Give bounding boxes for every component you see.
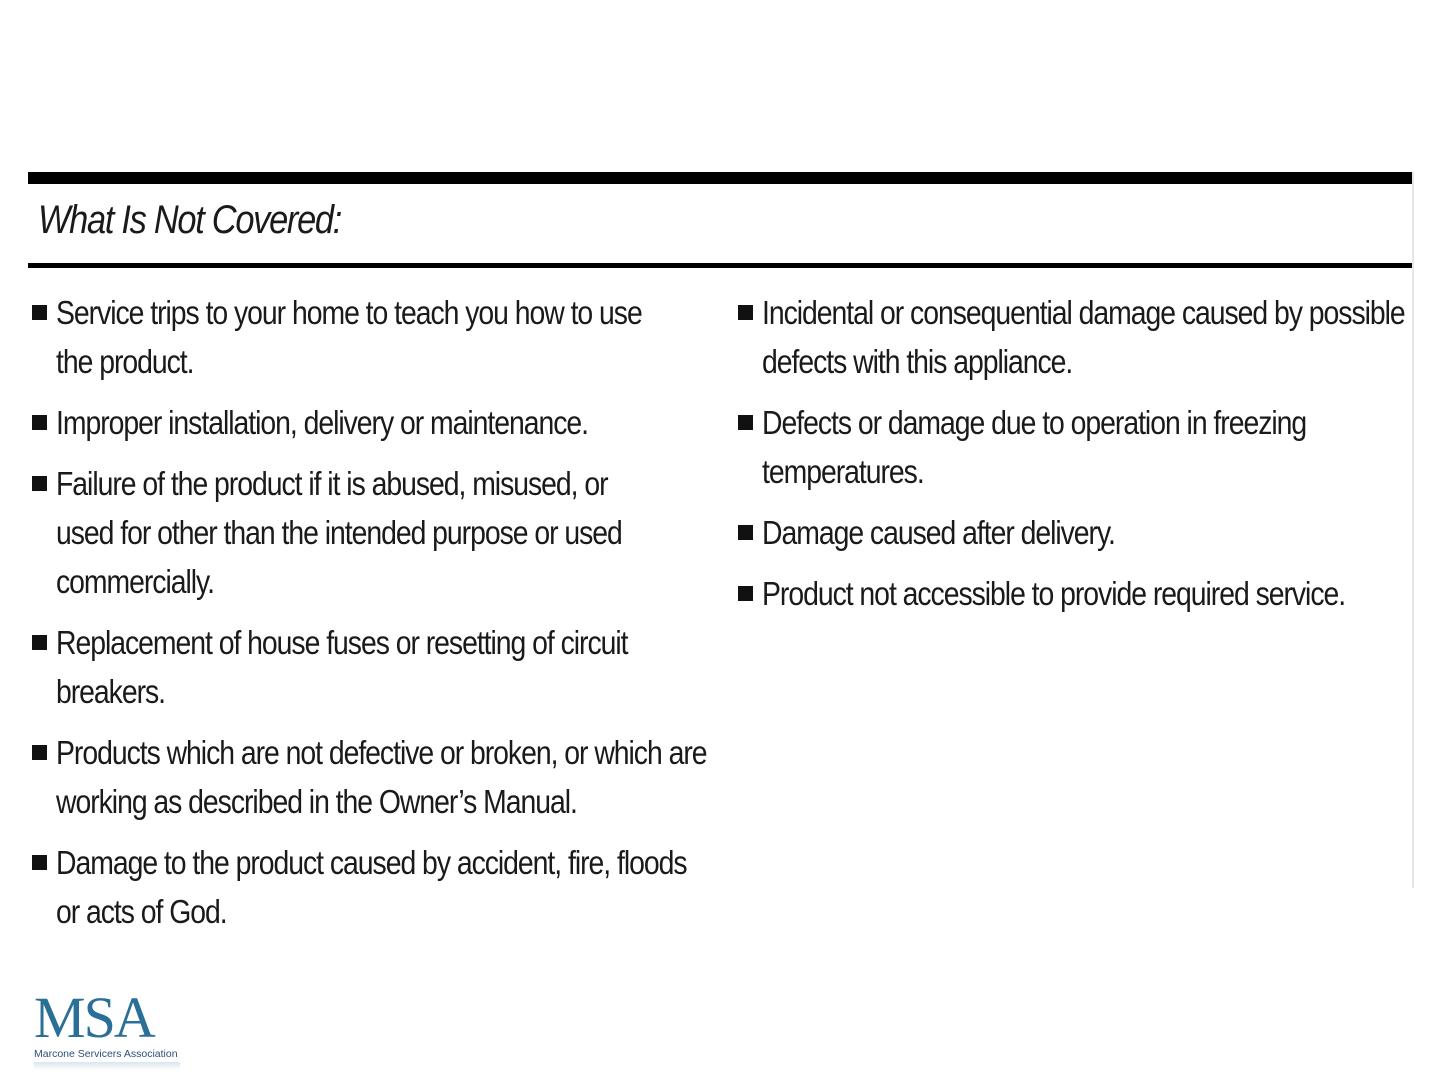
list-item-text: Defects or damage due to operation in freezing temperatures.: [762, 404, 1307, 490]
list-item-text: Service trips to your home to teach you how to use the product.: [56, 294, 642, 380]
list-item-text: Damage to the product caused by accident, fire, floods or acts of God.: [56, 844, 687, 930]
list-item: [738, 508, 1398, 557]
logo-caption: Marcone Servicers Association: [34, 1048, 178, 1060]
list-item-text: Incidental or consequential damage caused by possible defects with this appliance.: [762, 294, 1405, 380]
list-item-text: Products which are not defective or broken, or which are working as described in the Owner’s Manual.: [56, 734, 707, 820]
square-bullet-icon: [32, 855, 47, 870]
list-item: [738, 398, 1398, 496]
list-item-text: Improper installation, delivery or maintenance.: [56, 404, 589, 441]
logo-reflection: [34, 1062, 180, 1070]
square-bullet-icon: [738, 305, 753, 320]
square-bullet-icon: [32, 635, 47, 650]
list-item: [32, 838, 722, 936]
logo-letters: MSA: [34, 985, 154, 1050]
list-item: [32, 459, 722, 606]
square-bullet-icon: [32, 745, 47, 760]
square-bullet-icon: [32, 476, 47, 491]
list-item: [738, 569, 1398, 618]
heading-rule: [28, 263, 1412, 268]
right-exclusion-list: [738, 288, 1405, 630]
list-item: [32, 618, 722, 716]
square-bullet-icon: [32, 305, 47, 320]
top-rule: [28, 172, 1412, 184]
square-bullet-icon: [738, 415, 753, 430]
square-bullet-icon: [32, 415, 47, 430]
square-bullet-icon: [738, 525, 753, 540]
list-item: [738, 288, 1405, 386]
section-heading: What Is Not Covered:: [38, 198, 342, 242]
square-bullet-icon: [738, 586, 753, 601]
list-item-text: Product not accessible to provide required service.: [762, 575, 1346, 612]
list-item-text: Damage caused after delivery.: [762, 514, 1115, 551]
list-item-text: Failure of the product if it is abused, misused, or used for other than the intended purpose or used commercially.: [56, 465, 622, 600]
list-item-text: Replacement of house fuses or resetting of circuit breakers.: [56, 624, 628, 710]
left-exclusion-list: [32, 288, 722, 948]
list-item: [32, 728, 722, 826]
list-item: [32, 288, 722, 386]
list-item: [32, 398, 722, 447]
warranty-exclusions-panel: [28, 172, 1414, 930]
msa-logo: [34, 985, 184, 1070]
